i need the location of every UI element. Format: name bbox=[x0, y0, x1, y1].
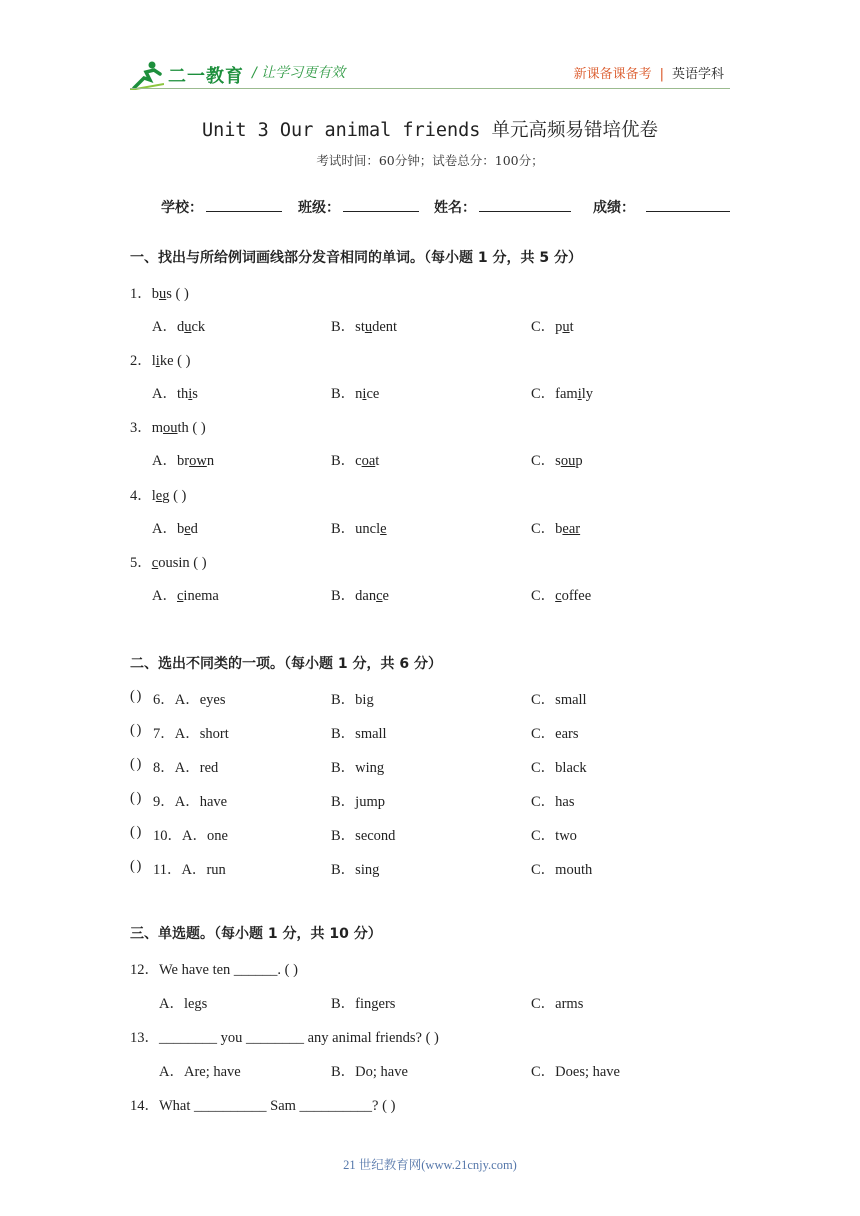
example-word bbox=[152, 286, 189, 302]
option-word-post: e bbox=[382, 588, 389, 604]
option-letter: C． bbox=[531, 588, 556, 604]
option-c: C．arms bbox=[531, 996, 584, 1012]
option-a-text: one bbox=[206, 828, 228, 844]
option-letter: B． bbox=[331, 319, 356, 335]
option-word-pre: dan bbox=[355, 588, 377, 604]
question-number: 7．A． bbox=[153, 726, 200, 742]
option-word bbox=[555, 588, 591, 604]
option-word bbox=[355, 588, 389, 604]
option-word-underlined: u bbox=[562, 319, 570, 335]
option-letter: A． bbox=[152, 386, 177, 402]
option-c bbox=[531, 315, 574, 336]
question-number: 3． bbox=[130, 420, 152, 436]
option-c: C．two bbox=[531, 828, 577, 844]
option-a bbox=[152, 584, 219, 605]
question-number: 4． bbox=[130, 488, 152, 504]
question-option-a bbox=[153, 858, 226, 879]
option-word-underlined: e bbox=[380, 521, 387, 537]
option-b: B．second bbox=[331, 828, 396, 844]
option-b: B．jump bbox=[331, 794, 385, 810]
question-option-a bbox=[153, 790, 227, 811]
option-a: A．Are; have bbox=[159, 1064, 241, 1080]
class-label: 班级： bbox=[298, 200, 340, 216]
question-number: 11．A． bbox=[153, 862, 207, 878]
option-word-underlined: c bbox=[376, 588, 383, 604]
option-a bbox=[152, 517, 198, 538]
option-word-pre: s bbox=[555, 453, 561, 469]
answer-paren: ( ) bbox=[130, 722, 141, 738]
option-word-pre: br bbox=[176, 453, 190, 469]
option-word-underlined: ow bbox=[189, 453, 207, 469]
option-letter: C． bbox=[531, 319, 556, 335]
example-word-pre: b bbox=[151, 286, 159, 302]
page-footer: 21 世纪教育网(www.21cnjy.com) bbox=[343, 1158, 517, 1172]
answer-paren: ( ) bbox=[130, 790, 141, 806]
option-letter: C． bbox=[531, 453, 556, 469]
option-a-text: eyes bbox=[199, 692, 226, 708]
option-b bbox=[331, 584, 389, 605]
question-stem bbox=[130, 416, 206, 437]
school-label: 学校： bbox=[161, 200, 203, 216]
example-word-pre: l bbox=[151, 353, 156, 369]
question-number: 5． bbox=[130, 555, 152, 571]
option-word bbox=[177, 588, 219, 604]
option-b: B．wing bbox=[331, 760, 385, 776]
option-word-underlined: ear bbox=[562, 521, 581, 537]
question-number: 2． bbox=[130, 353, 152, 369]
option-letter: C． bbox=[531, 521, 556, 537]
option-c: C．has bbox=[531, 794, 575, 810]
option-word bbox=[555, 319, 574, 335]
option-word bbox=[555, 521, 580, 537]
example-word bbox=[152, 420, 206, 436]
option-c: C．mouth bbox=[531, 862, 593, 878]
option-word-post: dent bbox=[372, 319, 398, 335]
option-letter: A． bbox=[152, 453, 177, 469]
option-word bbox=[355, 453, 379, 469]
score-label: 成绩： bbox=[593, 200, 635, 216]
option-word-underlined: u bbox=[364, 319, 373, 335]
option-word-pre: p bbox=[555, 319, 563, 335]
option-c: C．ears bbox=[531, 726, 579, 742]
option-a: A．legs bbox=[159, 996, 208, 1012]
answer-paren: ( ) bbox=[130, 688, 141, 704]
option-word-pre: uncl bbox=[355, 521, 381, 537]
option-word-underlined: oa bbox=[361, 453, 376, 469]
option-a-text: have bbox=[199, 794, 228, 810]
option-word-post: inema bbox=[183, 588, 219, 604]
answer-paren: ( ) bbox=[130, 824, 141, 840]
option-word-post: ly bbox=[581, 386, 594, 402]
option-letter: B． bbox=[331, 386, 356, 402]
question-number: 9．A． bbox=[153, 794, 200, 810]
option-word-post: s bbox=[192, 386, 198, 402]
question-stem: 12．We have ten ______. ( ) bbox=[130, 962, 298, 978]
example-word bbox=[152, 555, 207, 571]
section-1-heading: 一、找出与所给例词画线部分发音相同的单词。（每小题 1 分，共 5 分） bbox=[130, 250, 582, 266]
header-separator: | bbox=[659, 67, 664, 82]
option-word bbox=[177, 319, 205, 335]
option-word-underlined: i bbox=[577, 386, 582, 402]
option-b: B．sing bbox=[331, 862, 380, 878]
question-stem bbox=[130, 551, 207, 572]
example-word bbox=[152, 353, 191, 369]
page-title: Unit 3 Our animal friends 单元高频易错培优卷 bbox=[201, 120, 659, 141]
option-a bbox=[152, 449, 214, 470]
section-3-heading: 三、单选题。（每小题 1 分，共 10 分） bbox=[130, 926, 382, 942]
school-blank bbox=[206, 211, 282, 212]
option-a-text: short bbox=[199, 726, 229, 742]
example-word-post: ousin ( ) bbox=[158, 555, 207, 571]
header-subject: 英语学科 bbox=[671, 67, 724, 82]
option-c: C．black bbox=[531, 760, 587, 776]
option-word-pre: n bbox=[355, 386, 363, 402]
option-b bbox=[331, 382, 379, 403]
option-word bbox=[177, 453, 214, 469]
option-word-underlined: u bbox=[184, 319, 192, 335]
example-word-underlined: e bbox=[155, 488, 163, 504]
question-number: 10．A． bbox=[153, 828, 207, 844]
name-label: 姓名： bbox=[434, 200, 476, 216]
option-c: C．small bbox=[531, 692, 587, 708]
header-right bbox=[574, 63, 724, 82]
option-a bbox=[152, 382, 198, 403]
question-stem bbox=[130, 349, 190, 370]
option-word bbox=[355, 319, 397, 335]
question-stem bbox=[130, 484, 186, 505]
example-word-post: s ( ) bbox=[166, 286, 189, 302]
option-letter: C． bbox=[531, 386, 556, 402]
option-a-text: red bbox=[199, 760, 219, 776]
logo-text: 二一教育 bbox=[168, 66, 244, 87]
score-blank bbox=[646, 211, 730, 212]
option-c: C．Does; have bbox=[531, 1064, 620, 1080]
option-word-underlined: ou bbox=[560, 453, 576, 469]
option-word-pre: d bbox=[176, 319, 185, 335]
question-number: 8．A． bbox=[153, 760, 200, 776]
option-c bbox=[531, 382, 593, 403]
option-word-post: ce bbox=[366, 386, 380, 402]
question-option-a bbox=[153, 688, 226, 709]
option-word-pre: th bbox=[176, 386, 189, 402]
section-2-heading: 二、选出不同类的一项。（每小题 1 分，共 6 分） bbox=[130, 656, 442, 672]
example-word bbox=[152, 488, 187, 504]
option-b bbox=[331, 315, 397, 336]
class-blank bbox=[343, 211, 419, 212]
option-word-post: t bbox=[569, 319, 574, 335]
example-word-pre: l bbox=[151, 488, 156, 504]
option-word-pre: fam bbox=[555, 386, 578, 402]
option-c bbox=[531, 584, 591, 605]
option-word-underlined: i bbox=[188, 386, 193, 402]
option-word bbox=[355, 386, 379, 402]
option-a-text: run bbox=[206, 862, 226, 878]
exam-subtitle: 考试时间：60分钟；试卷总分：100分； bbox=[316, 153, 544, 168]
answer-paren: ( ) bbox=[130, 756, 141, 772]
option-b: B．small bbox=[331, 726, 387, 742]
option-word-post: n bbox=[206, 453, 215, 469]
option-word-underlined: c bbox=[555, 588, 562, 604]
option-word bbox=[177, 521, 198, 537]
option-c bbox=[531, 517, 580, 538]
example-word-underlined: u bbox=[159, 286, 167, 302]
option-word-post: p bbox=[575, 453, 583, 469]
option-letter: B． bbox=[331, 588, 356, 604]
example-word-underlined: i bbox=[155, 353, 160, 369]
option-word-post: ck bbox=[191, 319, 206, 335]
example-word-pre: m bbox=[151, 420, 164, 436]
question-option-a bbox=[153, 756, 218, 777]
option-b: B．Do; have bbox=[331, 1064, 408, 1080]
option-word-pre: b bbox=[555, 521, 563, 537]
question-number: 6．A． bbox=[153, 692, 200, 708]
option-word-underlined: i bbox=[362, 386, 367, 402]
example-word-underlined: ou bbox=[163, 420, 178, 436]
option-a bbox=[152, 315, 205, 336]
option-word-pre: b bbox=[176, 521, 185, 537]
example-word-post: g ( ) bbox=[162, 488, 187, 504]
option-word-post: t bbox=[375, 453, 380, 469]
option-b: B．fingers bbox=[331, 996, 396, 1012]
option-word-underlined: c bbox=[176, 588, 184, 604]
option-word bbox=[555, 386, 593, 402]
option-word bbox=[555, 453, 582, 469]
question-option-a bbox=[153, 824, 228, 845]
option-word-post: d bbox=[190, 521, 198, 537]
option-word-pre: st bbox=[355, 319, 365, 335]
header-tag: 新课备课备考 bbox=[573, 67, 652, 82]
option-word bbox=[355, 521, 386, 537]
header-divider bbox=[130, 88, 730, 89]
option-word-pre: c bbox=[355, 453, 362, 469]
site-logo bbox=[130, 58, 244, 92]
option-word bbox=[177, 386, 198, 402]
option-letter: A． bbox=[152, 319, 177, 335]
option-word-underlined: e bbox=[184, 521, 191, 537]
name-blank bbox=[479, 211, 571, 212]
example-word-underlined: c bbox=[151, 555, 159, 571]
slogan: / 让学习更有效 bbox=[252, 65, 346, 81]
option-b bbox=[331, 449, 379, 470]
option-letter: A． bbox=[152, 521, 177, 537]
option-b bbox=[331, 517, 387, 538]
question-stem bbox=[130, 282, 189, 303]
example-word-post: th ( ) bbox=[177, 420, 206, 436]
option-c bbox=[531, 449, 583, 470]
question-option-a bbox=[153, 722, 229, 743]
answer-paren: ( ) bbox=[130, 858, 141, 874]
option-b: B．big bbox=[331, 692, 374, 708]
option-letter: B． bbox=[331, 453, 356, 469]
example-word-post: ke ( ) bbox=[159, 353, 191, 369]
question-stem: 13．________ you ________ any animal friends? ( ) bbox=[130, 1030, 439, 1046]
question-stem: 14．What __________ Sam __________? ( ) bbox=[130, 1098, 396, 1114]
option-letter: A． bbox=[152, 588, 177, 604]
runner-logo-icon bbox=[130, 60, 164, 90]
question-number: 1． bbox=[130, 286, 152, 302]
option-word-post: offee bbox=[561, 588, 592, 604]
option-letter: B． bbox=[331, 521, 356, 537]
